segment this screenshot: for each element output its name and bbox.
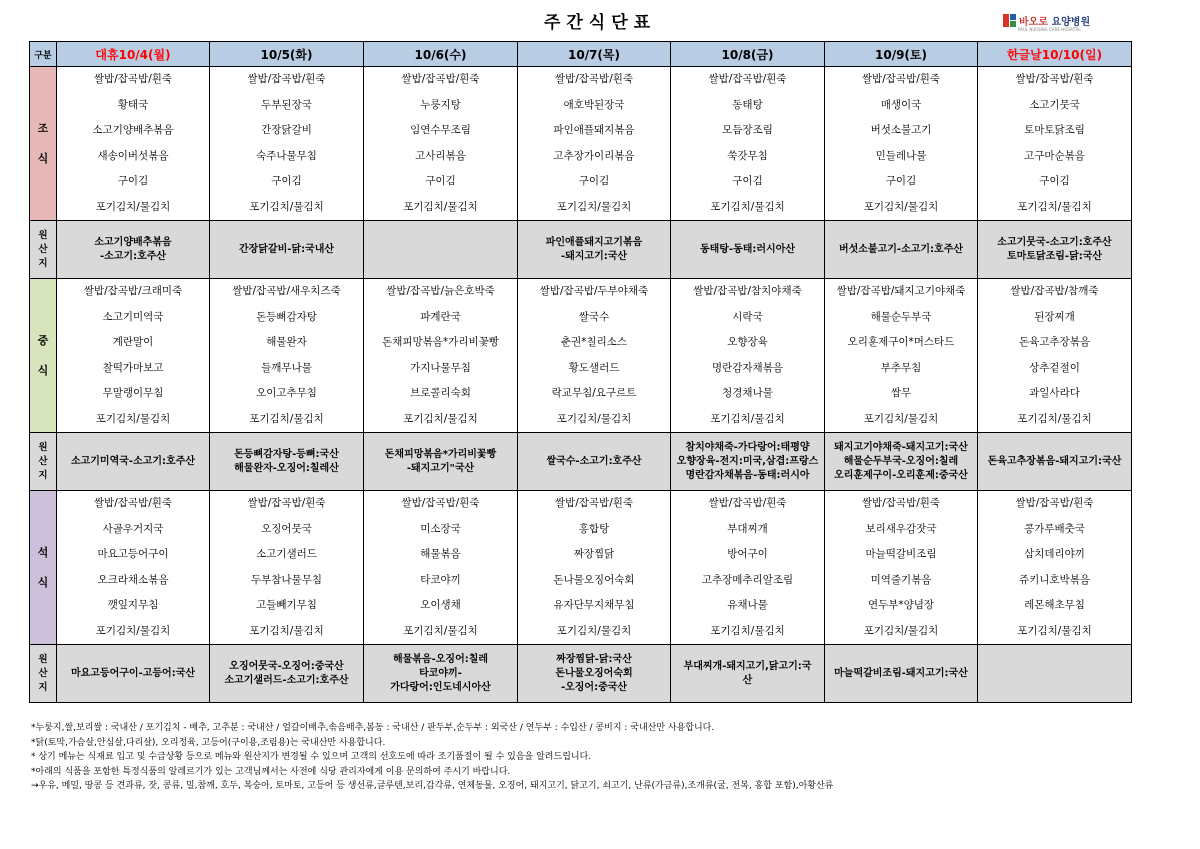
menu-item: 토마토닭조림: [1024, 124, 1085, 136]
menu-item: 포기김치/물김치: [1017, 624, 1092, 637]
menu-item: 부추무침: [880, 361, 922, 374]
menu-item: 두부된장국: [261, 98, 312, 111]
origin-label-char: 원: [38, 441, 48, 453]
origin-label-char: 지: [38, 681, 48, 693]
meal-label-char: 중: [37, 333, 49, 347]
menu-item: 해물완자: [266, 336, 307, 348]
logo-brand: 바오로: [1019, 16, 1048, 28]
origin-label-char: 원: [38, 653, 48, 665]
menu-item: 포기김치/물김치: [403, 200, 478, 213]
weekly-menu-table: [29, 41, 1132, 703]
menu-item: 쌀밥/잡곡밥/참깨죽: [1010, 285, 1099, 297]
menu-cell: [364, 491, 518, 645]
menu-item: 두부참나물무침: [250, 573, 322, 586]
menu-cell: [57, 67, 210, 221]
origin-line: 오향장육-전지:미국,삼겹:프랑스: [676, 455, 819, 467]
menu-item: 짜장찜닭: [573, 548, 615, 560]
menu-body: [30, 67, 1132, 703]
menu-cell: [671, 491, 825, 645]
menu-item: 상추겉절이: [1029, 361, 1080, 374]
menu-item: 새송이버섯볶음: [97, 149, 169, 162]
menu-item: 방어구이: [727, 548, 768, 560]
menu-item: 애호박된장국: [563, 98, 625, 111]
origin-line: 참치야채죽-가다랑어:태평양: [685, 441, 810, 453]
menu-item: 고들빼기무침: [256, 599, 317, 611]
menu-item: 유채나물: [727, 599, 768, 611]
menu-item: 쌀밥/잡곡밥/참치야채죽: [693, 285, 802, 297]
menu-item: 쌀밥/잡곡밥/흰죽: [1015, 73, 1094, 85]
menu-cell: [57, 491, 210, 645]
origin-line: 마늘떡갈비조림-돼지고기:국산: [834, 667, 968, 679]
menu-item: 포기김치/물김치: [95, 412, 171, 425]
menu-cell: [364, 279, 518, 433]
menu-item: 포기김치/물김치: [95, 200, 171, 213]
origin-cell: [364, 433, 518, 491]
menu-item: 고사리볶음: [415, 149, 466, 162]
menu-item: 유자단무지채무침: [553, 599, 635, 611]
menu-item: 오이생채: [420, 599, 461, 611]
menu-item: 쥬키니호박볶음: [1018, 573, 1090, 586]
origin-line: 산: [742, 674, 753, 686]
menu-item: 포기김치/물김치: [556, 200, 632, 213]
menu-item: 쌀밥/잡곡밥/흰죽: [708, 497, 787, 509]
menu-item: 간장닭갈비: [261, 124, 312, 136]
origin-line: 돈등뼈감자탕-등뼈:국산: [234, 448, 339, 460]
origin-line: 소고기샐러드-소고기:호주산: [224, 674, 349, 686]
menu-item: 된장찌개: [1034, 310, 1075, 323]
menu-item: 쌀국수: [578, 310, 610, 323]
origin-cell: [825, 645, 978, 703]
menu-item: 소고기샐러드: [256, 548, 317, 560]
meal-row: [30, 67, 1132, 221]
header-day: 10/5(화): [210, 42, 364, 67]
menu-item: 포기김치/물김치: [863, 412, 939, 425]
origin-line: -돼지고기:국산: [560, 250, 628, 262]
origin-line: 소고기양배추볶음: [94, 236, 172, 248]
menu-item: 레몬해초무침: [1024, 599, 1085, 611]
menu-item: 락교무침/요구르트: [551, 387, 637, 399]
menu-cell: [978, 67, 1132, 221]
menu-item: 황태국: [117, 98, 149, 111]
menu-item: 민들레나물: [875, 149, 927, 162]
origin-line: -소고기:호주산: [99, 250, 167, 262]
origin-line: 버섯소불고기-소고기:호주산: [838, 243, 964, 255]
menu-item: 삼치데리야끼: [1024, 548, 1085, 560]
menu-item: 오크라채소볶음: [97, 573, 169, 586]
origin-line: 돼지고기야채죽-돼지고기:국산: [834, 441, 968, 453]
menu-cell: [518, 67, 671, 221]
menu-item: 고추장메추리알조림: [701, 573, 794, 586]
menu-item: 포기김치/물김치: [249, 624, 324, 637]
menu-item: 쌀밥/잡곡밥/흰죽: [861, 73, 941, 85]
menu-item: 찰떡가마보고: [102, 361, 164, 374]
menu-item: 쌀밥/잡곡밥/흰죽: [708, 73, 787, 85]
menu-item: 포기김치/물김치: [403, 412, 478, 425]
meal-label-char: 석: [37, 545, 49, 559]
menu-item: 시락국: [732, 310, 763, 323]
logo-suffix: 요양병원: [1051, 16, 1091, 28]
origin-cell: [978, 221, 1132, 279]
menu-item: 포기김치/물김치: [863, 624, 939, 637]
origin-line: 마요고등어구이-고등어:국산: [70, 667, 196, 679]
menu-item: 춘권*칠리소스: [560, 336, 628, 348]
menu-item: 쌀밥/잡곡밥/새우치즈죽: [232, 285, 341, 297]
meal-label-char: 식: [37, 575, 49, 589]
menu-item: 들깨무나물: [261, 361, 312, 374]
menu-item: 버섯소불고기: [870, 124, 932, 136]
menu-item: 쌈무: [890, 387, 912, 399]
menu-item: 연두부*양념장: [867, 599, 935, 611]
origin-cell: [518, 433, 671, 491]
note-line: * 상기 메뉴는 식재료 입고 및 수급상황 등으로 메뉴와 원산지가 변경될 수 있으며 고객의 선호도에 따라 조기품절이 될 수 있음을 알려드립니다.: [31, 752, 592, 762]
origin-label-char: 지: [38, 469, 48, 481]
menu-item: 파계란국: [420, 310, 461, 323]
menu-item: 쌀밥/잡곡밥/돼지고기야채죽: [836, 285, 966, 297]
menu-item: 포기김치/물김치: [710, 624, 785, 637]
menu-item: 모듬장조림: [722, 124, 773, 136]
meal-label: [30, 491, 57, 645]
menu-cell: [210, 67, 364, 221]
menu-item: 부대찌개: [727, 522, 768, 535]
origin-cell: [364, 221, 518, 279]
menu-item: 쑥갓무침: [727, 149, 768, 162]
menu-item: 구이김: [1039, 175, 1070, 187]
menu-item: 타코야끼: [420, 573, 461, 586]
menu-item: 마요고등어구이: [97, 548, 169, 560]
menu-item: 오징어뭇국: [261, 522, 312, 535]
origin-cell: [210, 433, 364, 491]
menu-item: 고구마순볶음: [1024, 149, 1085, 162]
menu-cell: [978, 279, 1132, 433]
origin-label: [30, 433, 57, 491]
origin-cell: [978, 645, 1132, 703]
menu-item: 포기김치/물김치: [95, 624, 171, 637]
menu-item: 임연수무조림: [410, 124, 471, 136]
menu-item: 쌀밥/잡곡밥/늙은호박죽: [386, 285, 495, 297]
header-day: 10/6(수): [364, 42, 518, 67]
menu-item: 오리훈제구이*머스타드: [847, 336, 955, 348]
menu-item: 돈채피망볶음*가리비꽃빵: [382, 336, 499, 348]
menu-item: 청경채나물: [722, 387, 773, 399]
origin-label: [30, 221, 57, 279]
menu-item: 해물순두부국: [870, 310, 932, 323]
menu-item: 매생이국: [880, 98, 922, 111]
origin-line: 오징어뭇국-오징어:중국산: [229, 660, 344, 672]
menu-item: 사골우거지국: [102, 522, 164, 535]
menu-cell: [671, 279, 825, 433]
meal-label: [30, 279, 57, 433]
menu-item: 동태탕: [732, 98, 763, 111]
menu-cell: [57, 279, 210, 433]
menu-item: 구이김: [117, 175, 149, 187]
origin-label-char: 산: [38, 455, 48, 467]
menu-item: 오향장육: [727, 336, 768, 348]
menu-cell: [210, 279, 364, 433]
origin-cell: [671, 433, 825, 491]
origin-line: 토마토닭조림-닭:국산: [1006, 250, 1103, 262]
logo-tagline: PAUL NURSING CARE HOSPITAL: [1018, 27, 1081, 32]
note-line: *닭(토막,가슴살,안심살,다리살), 오리정육, 고등어(구이용,조림용)는 국내산만 사용합니다.: [31, 737, 386, 748]
menu-cell: [518, 279, 671, 433]
origin-cell: [57, 221, 210, 279]
origin-line: 짜장찜닭-닭:국산: [556, 653, 632, 665]
note-line: *아래의 식품을 포함한 특정식품의 알레르기가 있는 고객님께서는 사전에 식당 관리자에게 이용 문의하여 주시기 바랍니다.: [31, 766, 511, 777]
logo-text: [1019, 13, 1090, 28]
origin-cell: [671, 221, 825, 279]
meal-label-char: 식: [37, 151, 49, 165]
menu-item: 포기김치/물김치: [1017, 200, 1092, 213]
origin-label-char: 지: [38, 257, 48, 269]
menu-item: 쌀밥/잡곡밥/두부야채죽: [539, 285, 649, 297]
origin-line: 돈채피망볶음*가리비꽃빵: [384, 448, 497, 460]
menu-item: 계란말이: [112, 336, 154, 348]
origin-line: 동태탕-동태:러시아산: [699, 243, 796, 255]
menu-item: 마늘떡갈비조림: [865, 548, 937, 560]
menu-cell: [671, 67, 825, 221]
menu-cell: [364, 67, 518, 221]
menu-item: 해물볶음: [420, 548, 461, 560]
origin-row: [30, 221, 1132, 279]
menu-item: 명란감자채볶음: [711, 361, 783, 374]
header-day: 10/8(금): [671, 42, 825, 67]
menu-item: 구이김: [425, 175, 456, 187]
origin-cell: [210, 645, 364, 703]
menu-cell: [210, 491, 364, 645]
origin-cell: [210, 221, 364, 279]
origin-cell: [978, 433, 1132, 491]
origin-cell: [518, 221, 671, 279]
menu-item: 포기김치/물김치: [710, 412, 785, 425]
origin-line: -오징어:중국산: [560, 681, 628, 693]
page-title: 주간식단표: [543, 13, 657, 33]
origin-line: 쌀국수-소고기:호주산: [546, 455, 642, 467]
menu-item: 포기김치/물김치: [403, 624, 478, 637]
menu-item: 돈육고추장볶음: [1018, 336, 1090, 348]
menu-item: 포기김치/물김치: [249, 200, 324, 213]
origin-label-char: 산: [38, 243, 48, 255]
origin-cell: [518, 645, 671, 703]
menu-cell: [518, 491, 671, 645]
origin-label-char: 산: [38, 667, 48, 679]
menu-item: 쌀밥/잡곡밥/흰죽: [1015, 497, 1094, 509]
menu-item: 포기김치/물김치: [1017, 412, 1092, 425]
menu-item: 과일사라다: [1029, 387, 1080, 399]
menu-item: 돈등뼈감자탕: [256, 310, 317, 323]
menu-item: 브로콜리숙회: [410, 387, 471, 399]
meal-label-char: 조: [37, 121, 49, 135]
logo-icon: [1003, 14, 1016, 27]
menu-item: 쌀밥/잡곡밥/흰죽: [554, 73, 634, 85]
origin-line: 돈육고추장볶음-돼지고기:국산: [987, 455, 1122, 467]
header-day: 10/9(토): [825, 42, 978, 67]
menu-item: 숙주나물무침: [256, 149, 317, 162]
menu-item: 쌀밥/잡곡밥/흰죽: [247, 73, 326, 85]
origin-cell: [825, 433, 978, 491]
origin-cell: [57, 433, 210, 491]
menu-item: 누룽지탕: [420, 98, 461, 111]
menu-item: 쌀밥/잡곡밥/흰죽: [401, 73, 480, 85]
origin-line: 해물완자-오징어:칠레산: [234, 462, 339, 474]
menu-item: 포기김치/물김치: [710, 200, 785, 213]
note-line: *누룽지,쌀,보리쌀 : 국내산 / 포기김치 - 배추, 고추분 : 국내산 / 얼갈이배추,솎음배추,봄동 : 국내산 / 판두부,순두부 : 외국산 / 연두부 : 수입산 / 콩비지 : 국내산만 사용합니다.: [31, 723, 715, 733]
origin-line: 소고기뭇국-소고기:호주산: [997, 236, 1112, 248]
menu-item: 포기김치/물김치: [863, 200, 939, 213]
origin-line: 해물볶음-오징어:칠레: [392, 653, 489, 665]
origin-cell: [671, 645, 825, 703]
menu-item: 오이고추무침: [256, 387, 317, 399]
meal-row: [30, 491, 1132, 645]
menu-item: 구이김: [732, 175, 763, 187]
origin-row: [30, 433, 1132, 491]
origin-line: 타코야끼-: [419, 667, 462, 679]
menu-cell: [825, 491, 978, 645]
menu-cell: [825, 67, 978, 221]
origin-line: 오리훈제구이-오리훈제:중국산: [834, 469, 968, 481]
origin-line: 명란감자채볶음-동태:러시아: [685, 469, 810, 481]
origin-line: 가다랑어:인도네시아산: [390, 681, 491, 693]
menu-item: 쌀밥/잡곡밥/흰죽: [554, 497, 634, 509]
menu-item: 콩가루배춧국: [1024, 522, 1085, 535]
menu-item: 소고기미역국: [102, 310, 164, 323]
header-day: 10/7(목): [518, 42, 671, 67]
meal-label-char: 식: [37, 363, 49, 377]
origin-line: 간장닭갈비-닭:국내산: [238, 243, 335, 255]
menu-item: 구이김: [578, 175, 610, 187]
menu-item: 홍합탕: [578, 522, 610, 535]
menu-item: 돈나물오징어숙회: [553, 573, 635, 586]
header-day: 대휴10/4(월): [57, 42, 210, 67]
menu-item: 쌀밥/잡곡밥/흰죽: [401, 497, 480, 509]
origin-line: 부대찌개-돼지고기,닭고기:국: [683, 660, 812, 672]
menu-item: 황도샐러드: [568, 361, 620, 374]
menu-item: 구이김: [885, 175, 917, 187]
origin-line: 돈나물오징어숙회: [555, 667, 633, 679]
menu-item: 포기김치/물김치: [556, 412, 632, 425]
menu-item: 구이김: [271, 175, 302, 187]
menu-item: 포기김치/물김치: [556, 624, 632, 637]
menu-cell: [978, 491, 1132, 645]
menu-item: 쌀밥/잡곡밥/흰죽: [93, 497, 173, 509]
origin-line: 해물순두부국-오징어:칠레: [843, 455, 959, 467]
menu-item: 파인애플돼지볶음: [553, 124, 635, 136]
origin-line: 소고기미역국-소고기:호주산: [70, 455, 196, 467]
menu-item: 소고기양배추볶음: [92, 124, 174, 136]
menu-item: 가지나물무침: [410, 361, 471, 374]
meal-label: [30, 67, 57, 221]
menu-cell: [825, 279, 978, 433]
menu-item: 고추장가이리볶음: [553, 149, 635, 162]
origin-label: [30, 645, 57, 703]
menu-item: 쌀밥/잡곡밥/흰죽: [247, 497, 326, 509]
menu-item: 쌀밥/잡곡밥/흰죽: [861, 497, 941, 509]
notes: [31, 721, 1131, 794]
menu-item: 쌀밥/잡곡밥/크래미죽: [83, 285, 183, 297]
menu-item: 미역줄기볶음: [870, 573, 932, 586]
origin-label-char: 원: [38, 229, 48, 241]
origin-cell: [364, 645, 518, 703]
header-row: [30, 42, 1132, 67]
menu-item: 무말랭이무침: [102, 387, 164, 399]
menu-item: 쌀밥/잡곡밥/흰죽: [93, 73, 173, 85]
menu-item: 소고기뭇국: [1029, 98, 1080, 111]
note-line: →우유, 메밀, 땅콩 등 견과류, 잣, 콩류, 밀,참깨, 호두, 복숭아, 토마토, 고등어 등 생선류,글루텐,보리,갑각류, 연체동물, 오징어, 돼지고기, 닭고기, 쇠고기, 난류(가금류),조개류(굴, 전복, 홍합 포함),아황산류: [31, 781, 834, 791]
meal-row: [30, 279, 1132, 433]
menu-item: 미소장국: [420, 522, 461, 535]
origin-cell: [57, 645, 210, 703]
menu-item: 포기김치/물김치: [249, 412, 324, 425]
origin-cell: [825, 221, 978, 279]
origin-line: 파인애플돼지고기볶음: [545, 236, 643, 248]
origin-line: -돼지고기"국산: [406, 462, 475, 474]
menu-item: 보리새우감잣국: [865, 522, 937, 535]
header-gubun: 구분: [30, 42, 57, 67]
header-day: 한글날10/10(일): [978, 42, 1132, 67]
origin-row: [30, 645, 1132, 703]
menu-item: 깻잎지무침: [107, 599, 159, 611]
